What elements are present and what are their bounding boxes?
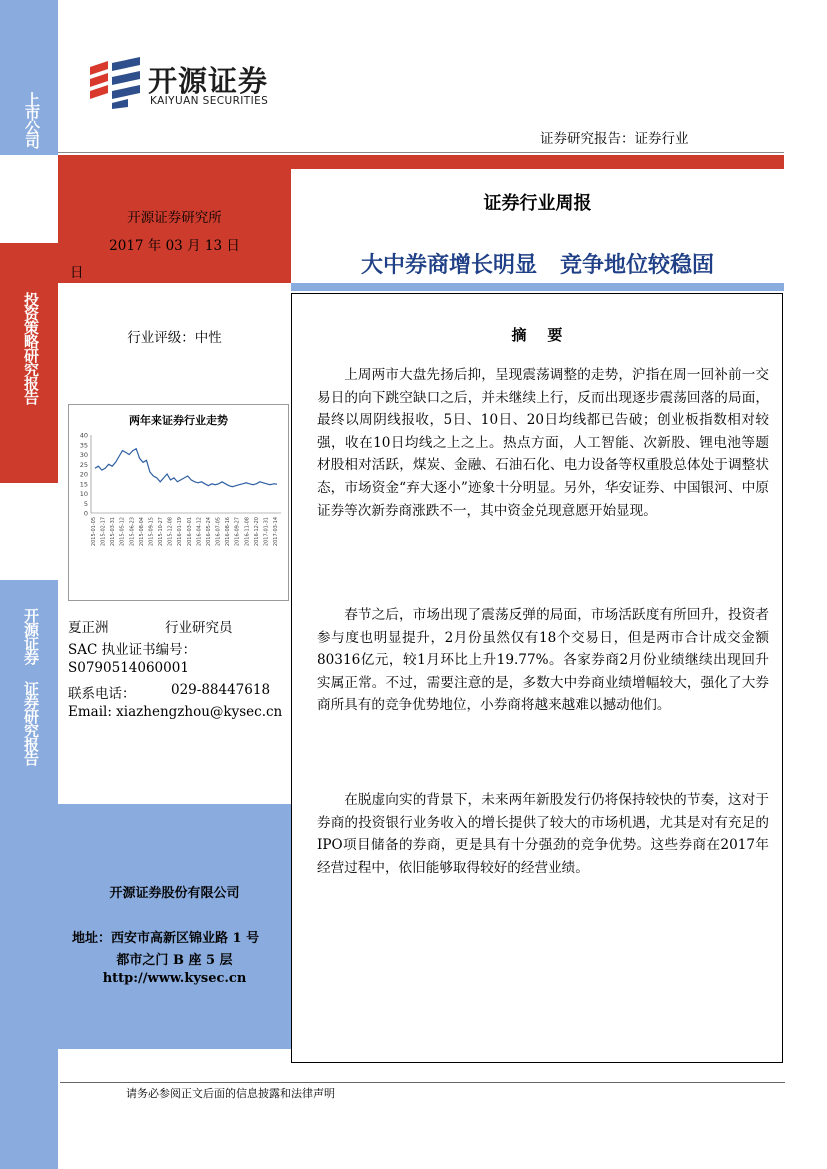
y-tick-label: 0 [83,509,88,518]
y-tick-label: 40 [79,431,88,440]
cert-number: S0790514060001 [68,660,189,676]
header-divider [58,152,784,153]
chart-plot [69,431,288,599]
company-website[interactable]: http://www.kysec.cn [102,971,247,986]
x-tick-label: 2017-01-31 [263,517,270,547]
x-tick-label: 2015-06-23 [129,517,136,547]
analyst-role: 行业研究员 [165,620,233,636]
institute-name: 开源证券研究所 [127,210,222,226]
logo-mark-icon [88,57,144,109]
x-tick-label: 2016-01-19 [177,517,184,547]
vertical-label-report: 开源证券 证券研究报告 [22,608,40,765]
report-category: 证券行业周报 [483,193,592,214]
y-tick-label: 10 [79,490,88,498]
x-tick-label: 2016-05-24 [205,517,212,547]
trend-chart [68,404,289,601]
company-address-2: 都市之门 B 座 5 层 [116,953,233,968]
company-logo [88,55,288,113]
phone-label: 联系电话： [68,686,136,702]
report-headline: 大中券商增长明显 竞争地位较稳固 [361,252,714,278]
y-tick-label: 35 [79,441,88,450]
y-tick-label: 15 [79,480,88,489]
brand-name-cn: 开源证券 [148,64,269,98]
company-name: 开源证券股份有限公司 [109,886,240,901]
summary-paragraph-1: 上周两市大盘先扬后抑，呈现震荡调整的走势，沪指在周一回补前一交易日的向下跳空缺口之后，并未继续上行，反而出现逐步震荡回落的局面，最终以周阴线报收，5日、10日、20日均线都已告破；创业板指数相对较强，收在10日均线之上之上。热点方面，人工智能、次新股、锂电池等题材股相对活跃，煤炭、金融、石油石化、电力设备等权重股总体处于调整状态，市场资金“弃大逐小”迹象十分明显。另外，华安证券、中国银河、中原证券等次新券商涨跌不一，其中资金兑现意愿开始显现。 [317,367,769,519]
vertical-label-strategy: 投资策略研究报告 [22,292,40,404]
x-tick-label: 2016-12-20 [253,517,260,547]
x-tick-label: 2016-07-05 [215,517,222,547]
x-tick-label: 2015-09-15 [148,517,155,547]
x-tick-label: 2015-05-12 [119,517,126,547]
brand-name-en: KAIYUAN SECURITIES [150,95,269,107]
x-tick-label: 2016-04-12 [196,517,203,547]
x-tick-label: 2015-10-27 [158,517,165,547]
cert-label: SAC 执业证书编号： [68,642,197,658]
vertical-label-listed: 上市公司 [23,92,41,148]
report-date: 2017 年 03 月 13 日 [109,238,240,254]
x-tick-label: 2016-03-01 [186,517,193,547]
industry-rating: 行业评级：中性 [127,330,222,346]
report-date-suffix: 日 [70,265,84,281]
y-tick-label: 30 [79,451,88,459]
y-tick-label: 20 [79,470,88,479]
summary-paragraph-3: 在脱虚向实的背景下，未来两年新股发行仍将保持较快的节奏，这对于券商的投资银行业务收入的增长提供了较大的市场机遇，尤其是对有充足的IPO项目储备的券商，更是具有十分强劲的竞争优势。这些券商在2017年经营过程中，依旧能够取得较好的经营业绩。 [317,792,769,876]
summary-box [291,293,783,1063]
x-tick-label: 2015-08-04 [138,517,145,547]
y-tick-label: 5 [83,499,88,508]
footer-divider [60,1082,785,1083]
footer-disclaimer: 请务必参阅正文后面的信息披露和法律声明 [126,1087,335,1100]
x-tick-label: 2016-09-27 [234,517,241,547]
series-line [95,449,277,487]
summary-paragraph-2: 春节之后，市场出现了震荡反弹的局面，市场活跃度有所回升，投资者参与度也明显提升，2月份虽然仅有18个交易日，但是两市合计成交金额80316亿元，较1月环比上升19.77%。各家券商2月份业绩继续出现回升实属正常。不过，需要注意的是，多数大中券商业绩增幅较大，强化了大券商所具有的竞争优势地位，小券商将越来越难以撼动他们。 [317,607,769,714]
x-tick-label: 2016-11-08 [244,517,251,547]
x-tick-label: 2015-03-31 [110,517,117,547]
x-tick-label: 2015-02-17 [100,517,107,547]
email-link[interactable]: Email: xiazhengzhou@kysec.cn [68,704,283,720]
x-tick-label: 2015-01-05 [91,517,97,547]
analyst-name: 夏正洲 [68,620,109,636]
company-address-1: 地址：西安市高新区锦业路 1 号 [72,931,260,946]
x-tick-label: 2017-03-14 [273,517,279,547]
report-type-label: 证券研究报告：证券行业 [540,131,689,147]
phone-number: 029-88447618 [171,682,271,698]
x-tick-label: 2016-08-16 [225,517,232,547]
x-tick-label: 2015-12-08 [167,517,174,547]
chart-title: 两年来证券行业走势 [129,414,228,427]
y-tick-label: 25 [79,460,88,469]
title-band-blue [291,283,784,291]
summary-heading: 摘 要 [511,326,563,344]
title-band-red [291,155,784,169]
